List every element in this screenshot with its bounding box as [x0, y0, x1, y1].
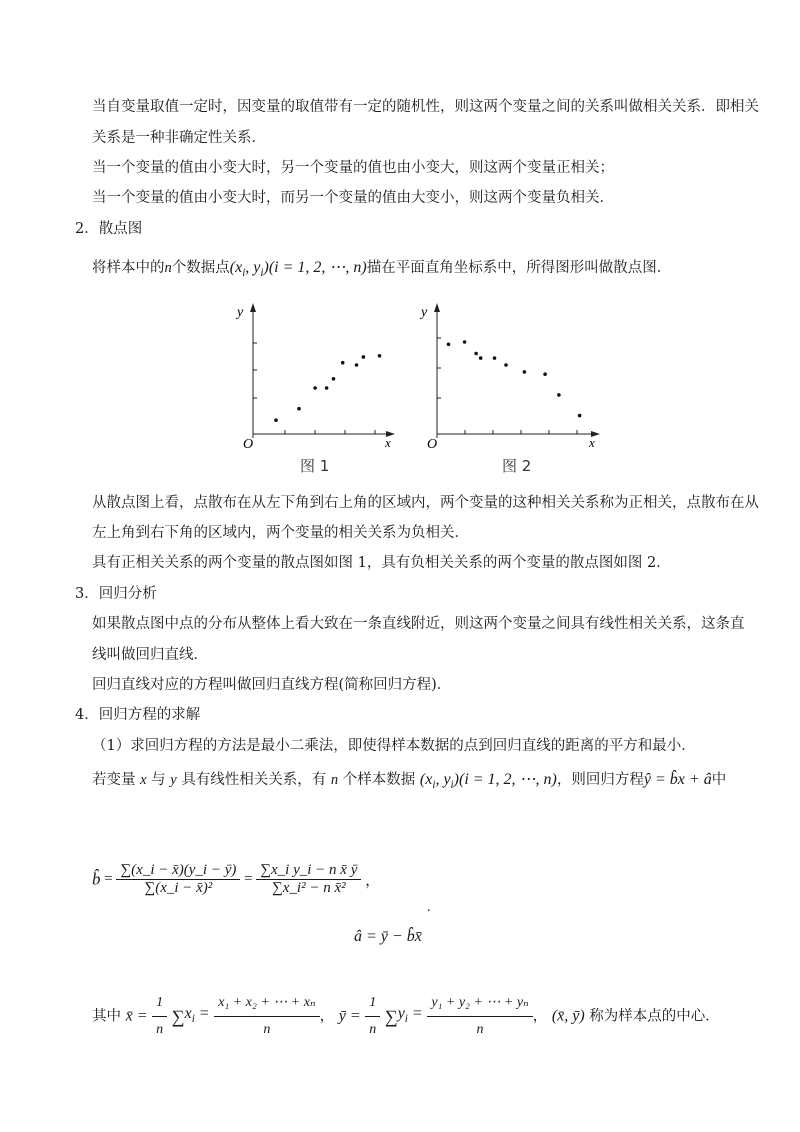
scatter-point: [362, 355, 366, 359]
math-y: y: [170, 772, 177, 788]
math-part: )(i = 1, 2, ⋯, n): [263, 259, 367, 276]
scatter-point: [504, 363, 508, 367]
scatter-plot-figure-1: [225, 298, 395, 450]
scatter-point: [274, 418, 278, 422]
paragraph-sample-center: [92, 990, 720, 1043]
sum-symbol: ∑: [384, 1006, 398, 1027]
text-segment: 描在平面直角坐标系中，所得图形叫做散点图．: [366, 260, 672, 276]
fraction-x-mean: [214, 990, 319, 1043]
scatter-point: [578, 414, 582, 418]
fraction-one-over-n: [152, 990, 167, 1043]
figure-2-caption: 图 2: [502, 457, 532, 475]
formula-b-hat: [92, 862, 380, 897]
text-segment: 个数据点: [171, 260, 230, 276]
math-sub: i: [242, 267, 246, 280]
math-part: (x: [229, 259, 243, 276]
scatter-point: [341, 361, 345, 365]
text-segment: 其中: [92, 1008, 121, 1025]
paragraph-regression-1: 如果散点图中点的分布从整体上看大致在一条直线附近，则这两个变量之间具有线性相关关系，这条直: [92, 616, 745, 632]
scatter-point: [493, 356, 497, 360]
fraction-one-over-n: [365, 990, 380, 1043]
text-segment: 将样本中的: [92, 260, 165, 276]
scatter-point: [479, 356, 483, 360]
trailing-dot: .: [427, 900, 431, 915]
math-part: x: [184, 1004, 192, 1022]
scatter-point: [543, 372, 547, 376]
fraction-2-numerator: ∑x_i y_i − n x̄ ȳ: [256, 862, 361, 880]
math-data-points: [419, 771, 557, 792]
math-sub: i: [432, 779, 436, 792]
text-segment: 个样本数据: [342, 772, 416, 788]
paragraph-correlation-1: 当自变量取值一定时，因变量的取值带有一定的随机性，则这两个变量之间的关系叫做相关关系．即相关: [92, 99, 759, 115]
text-segment: ，: [319, 1008, 335, 1025]
figure-1-caption: 图 1: [300, 457, 330, 475]
math-equals: =: [104, 871, 113, 887]
paragraph-figure-reference: 具有正相关关系的两个变量的散点图如图 1，具有负相关关系的两个变量的散点图如图 2．: [92, 555, 671, 571]
data-points: [447, 340, 582, 417]
paragraph-regression-2: 线叫做回归直线．: [92, 647, 208, 663]
denominator: n: [263, 1022, 271, 1037]
math-center-point: (x̄, ȳ): [551, 1007, 585, 1025]
math-equals: =: [244, 871, 253, 887]
numerator: 1: [152, 990, 167, 1017]
y-axis-arrow: [434, 303, 440, 312]
math-data-points: [229, 259, 367, 280]
paragraph-least-squares: （1）求回归方程的方法是最小二乘法，即使得样本数据的点到回归直线的距离的平方和最小．: [92, 738, 696, 754]
fraction-1-denominator: ∑(x_i − x̄)²: [144, 880, 213, 896]
scatter-point: [378, 354, 382, 358]
paragraph-scatter-explanation-2: 左上角到右下角的区域内，两个变量的相关关系为负相关．: [92, 525, 469, 541]
text-segment: 与: [151, 772, 166, 788]
paragraph-positive-correlation: 当一个变量的值由小变大时，另一个变量的值也由小变大，则这两个变量正相关；: [92, 160, 614, 176]
x-axis-label: x: [385, 435, 391, 450]
origin-label: O: [243, 437, 254, 450]
scatter-point: [557, 393, 561, 397]
text-segment: 若变量: [92, 772, 136, 788]
numerator: x₁ + x₂ + ⋯ + xₙ: [214, 990, 319, 1017]
scatter-point: [297, 407, 301, 411]
math-xi: $x_i$ =: [184, 1004, 210, 1026]
scatter-point: [463, 340, 467, 344]
scatter-point: [332, 377, 336, 381]
paragraph-negative-correlation: 当一个变量的值由小变大时，而另一个变量的值由大变小，则这两个变量负相关．: [92, 190, 614, 206]
denominator: n: [156, 1022, 164, 1037]
scatter-point: [355, 363, 359, 367]
numerator: y₁ + y₂ + ⋯ + yₙ: [427, 990, 532, 1017]
paragraph-sample-data: [92, 770, 726, 795]
scatter-point: [474, 352, 478, 356]
data-points: [274, 354, 381, 422]
heading-scatter-plot: 2．散点图: [75, 221, 143, 237]
scatter-point: [523, 370, 527, 374]
origin-label: O: [427, 437, 438, 450]
math-part: , y: [245, 259, 261, 276]
fraction-2-denominator: ∑x_i² − n x̄²: [272, 880, 346, 896]
math-x-bar: x̄ =: [125, 1007, 148, 1025]
y-axis-label: y: [421, 305, 428, 320]
math-sub: i: [404, 1013, 408, 1026]
math-n: n: [330, 772, 339, 788]
math-part: (x: [419, 771, 433, 788]
numerator: 1: [365, 990, 380, 1017]
math-n: n: [164, 260, 172, 276]
math-sub: i: [260, 267, 264, 280]
fraction-2: [256, 862, 361, 897]
denominator: n: [476, 1022, 484, 1037]
scatter-point: [447, 343, 451, 347]
text-segment: 中: [711, 772, 727, 788]
paragraph-scatter-definition: [92, 258, 671, 283]
heading-regression-analysis: 3．回归分析: [75, 586, 157, 602]
fraction-1-numerator: ∑(x_i − x̄)(y_i − ȳ): [116, 862, 240, 880]
math-part: )(i = 1, 2, ⋯, n): [453, 771, 557, 788]
math-y-bar: ȳ =: [338, 1007, 361, 1025]
paragraph-correlation-2: 关系是一种非确定性关系．: [92, 130, 266, 146]
math-sub: i: [191, 1013, 195, 1026]
y-axis-label: y: [237, 305, 244, 320]
math-regression-equation: ŷ = b̂x + â: [643, 771, 712, 788]
heading-regression-solution: 4．回归方程的求解: [75, 707, 201, 723]
fraction-y-mean: [427, 990, 532, 1043]
paragraph-scatter-explanation-1: 从散点图上看，点散布在从左下角到右上角的区域内，两个变量的这种相关关系称为正相关，点散布在从: [92, 495, 759, 511]
text-segment: ，: [532, 1008, 548, 1025]
math-part: , y: [435, 771, 451, 788]
math-comma: ，: [365, 873, 381, 889]
math-b-hat: b̂: [92, 869, 101, 889]
scatter-plot-figure-2: [415, 298, 600, 450]
paragraph-regression-equation: 回归直线对应的方程叫做回归直线方程(简称回归方程)．: [92, 677, 452, 693]
tick-marks: [437, 338, 577, 434]
fraction-1: [116, 862, 240, 897]
math-yi: $y_i$ =: [397, 1004, 423, 1026]
formula-a-hat: â = ȳ − b̂x̄: [354, 928, 422, 945]
math-x: x: [140, 772, 147, 788]
math-sub: i: [450, 779, 454, 792]
y-axis-arrow: [250, 303, 256, 312]
scatter-point: [325, 386, 329, 390]
text-segment: 具有线性相关关系，有: [181, 772, 327, 788]
denominator: n: [369, 1022, 377, 1037]
text-segment: 称为样本点的中心．: [589, 1008, 720, 1025]
sum-symbol: ∑: [171, 1006, 185, 1027]
x-axis-label: x: [589, 435, 595, 450]
text-segment: ，则回归方程: [556, 772, 644, 788]
scatter-point: [313, 386, 317, 390]
